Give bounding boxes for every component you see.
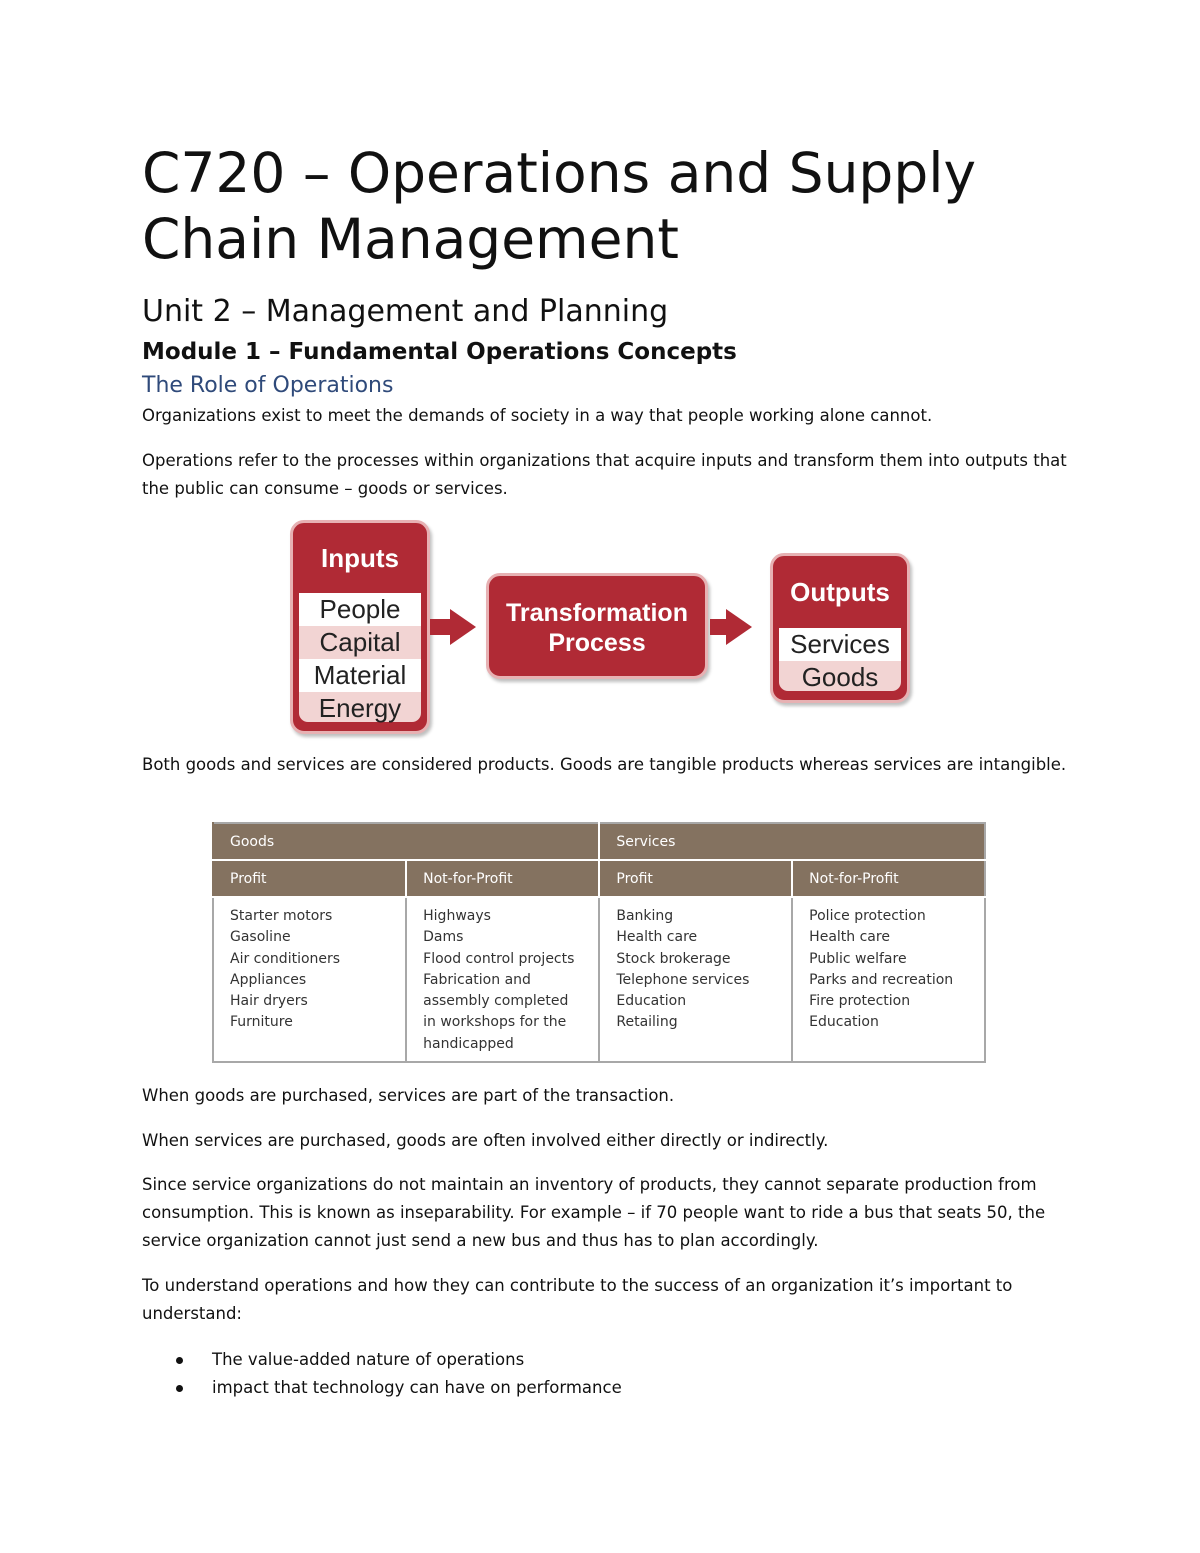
section-heading: The Role of Operations bbox=[142, 373, 394, 398]
list-item: Education bbox=[809, 1014, 879, 1031]
list-item: Fabrication and bbox=[423, 971, 531, 988]
table-subheader: Profit bbox=[599, 860, 792, 897]
output-item: Services bbox=[779, 628, 901, 661]
list-item: Parks and recreation bbox=[809, 971, 954, 988]
list-item: Police protection bbox=[809, 908, 926, 924]
table-cell-goods-nonprofit bbox=[406, 897, 599, 1062]
arrow-head-icon bbox=[450, 609, 476, 645]
transformation-line2: Process bbox=[548, 629, 646, 657]
unit-heading: Unit 2 – Management and Planning bbox=[142, 294, 669, 329]
list-item: Air conditioners bbox=[230, 950, 341, 967]
input-item: Capital bbox=[299, 626, 421, 659]
outputs-box bbox=[770, 553, 910, 703]
table-group-header-row bbox=[213, 823, 985, 860]
list-item: Starter motors bbox=[230, 908, 333, 924]
input-item: Material bbox=[299, 659, 421, 692]
operations-diagram bbox=[288, 520, 912, 736]
paragraph-goods-purchase: When goods are purchased, services are part of the transaction. bbox=[142, 1086, 675, 1105]
goods-services-table bbox=[212, 822, 986, 1063]
list-item: Hair dryers bbox=[230, 993, 308, 1010]
table-subheader: Not-for-Profit bbox=[406, 860, 599, 897]
transformation-line1: Transformation bbox=[506, 599, 688, 627]
list-item: Health care bbox=[616, 929, 698, 946]
output-item: Goods bbox=[779, 661, 901, 691]
bullet-list bbox=[172, 1346, 622, 1402]
list-item: Telephone services bbox=[616, 971, 750, 988]
list-item: Flood control projects bbox=[423, 950, 575, 967]
list-item: Education bbox=[616, 993, 687, 1010]
list-item: Fire protection bbox=[809, 993, 911, 1010]
list-item: The value-added nature of operations bbox=[172, 1346, 622, 1374]
list-item: in workshops for the bbox=[423, 1014, 567, 1031]
table-row bbox=[213, 897, 985, 1062]
table-cell-services-profit bbox=[599, 897, 792, 1062]
list-item: Highways bbox=[423, 908, 491, 924]
paragraph-services-purchase: When services are purchased, goods are often involved either directly or indirectly. bbox=[142, 1131, 829, 1150]
list-item: Banking bbox=[616, 908, 674, 924]
list-item: impact that technology can have on performance bbox=[172, 1374, 622, 1402]
list-item: handicapped bbox=[423, 1035, 514, 1052]
list-item: assembly completed bbox=[423, 993, 569, 1010]
table-subheader-row bbox=[213, 860, 985, 897]
list-item: Furniture bbox=[230, 1014, 293, 1031]
paragraph-inseparability: Since service organizations do not maintain an inventory of products, they cannot separate production from consumption. This is known as inseparability. For example – if 70 people want to ride a bus that seats 50, the service organization cannot just send a new bus and thus has to plan accordingly. bbox=[142, 1175, 1046, 1250]
paragraph-operations-definition: Operations refer to the processes within organizations that acquire inputs and transform them into outputs that the public can consume – goods or services. bbox=[142, 451, 1067, 498]
list-item: Retailing bbox=[616, 1014, 678, 1031]
table-cell-services-nonprofit bbox=[792, 897, 985, 1062]
list-item: Appliances bbox=[230, 971, 307, 988]
module-heading: Module 1 – Fundamental Operations Concepts bbox=[142, 339, 737, 365]
outputs-title: Outputs bbox=[790, 577, 890, 607]
input-item: People bbox=[299, 593, 421, 626]
inputs-box bbox=[290, 520, 430, 734]
table-header-goods: Goods bbox=[213, 823, 599, 860]
list-item: Stock brokerage bbox=[616, 950, 731, 967]
paragraph-understand: To understand operations and how they can contribute to the success of an organization it’s important to understand: bbox=[142, 1276, 1013, 1323]
list-item: Dams bbox=[423, 929, 464, 946]
table-header-services: Services bbox=[599, 823, 985, 860]
list-item: Public welfare bbox=[809, 950, 907, 967]
table-cell-goods-profit bbox=[213, 897, 406, 1062]
arrow-head-icon bbox=[726, 609, 752, 645]
inputs-title: Inputs bbox=[321, 543, 399, 573]
list-item: Gasoline bbox=[230, 929, 291, 946]
list-item: Health care bbox=[809, 929, 890, 946]
table-subheader: Profit bbox=[213, 860, 406, 897]
document-title: C720 – Operations and Supply Chain Management bbox=[142, 141, 977, 271]
table-subheader: Not-for-Profit bbox=[792, 860, 985, 897]
paragraph-organizations: Organizations exist to meet the demands of society in a way that people working alone cannot. bbox=[142, 406, 933, 425]
transformation-process-box bbox=[486, 573, 708, 679]
paragraph-products: Both goods and services are considered products. Goods are tangible products whereas services are intangible. bbox=[142, 755, 1067, 774]
input-item: Energy bbox=[299, 692, 421, 722]
